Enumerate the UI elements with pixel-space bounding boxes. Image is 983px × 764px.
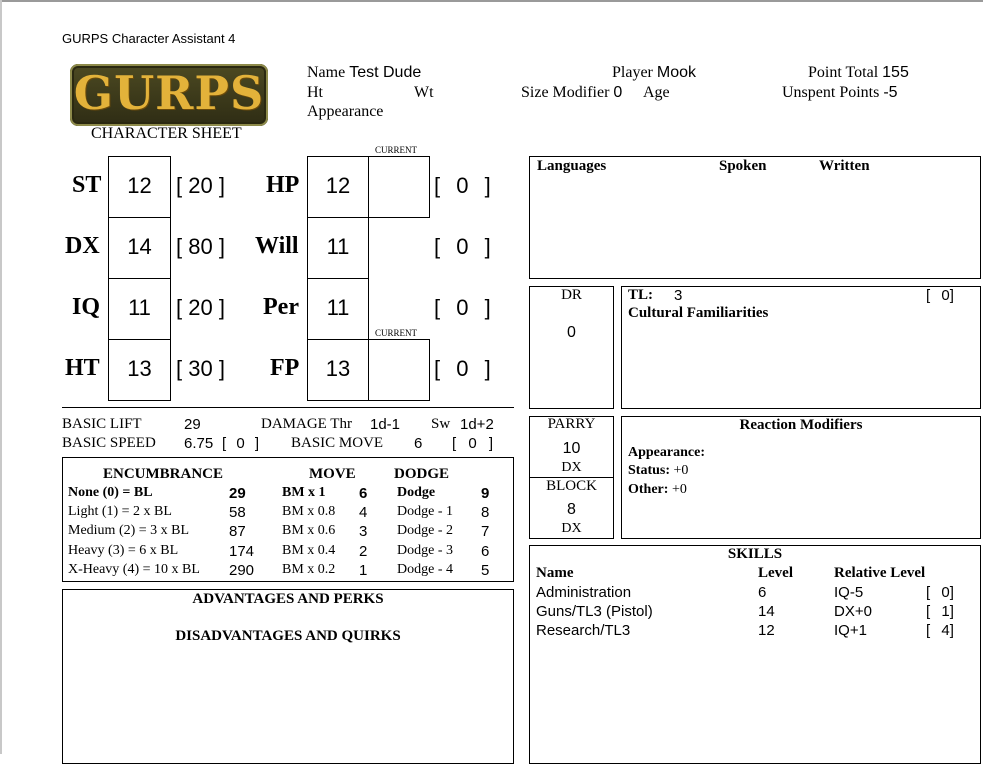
dx-label: DX [65, 233, 100, 259]
enc-row-move: 4 [359, 504, 368, 521]
skill-cost-value: 4 [941, 622, 950, 639]
encumbrance-header: ENCUMBRANCE [103, 466, 223, 482]
size-modifier-value: 0 [613, 84, 623, 101]
languages-spoken-header: Spoken [719, 158, 767, 174]
st-label: ST [72, 172, 102, 198]
tl-label: TL: [628, 287, 654, 303]
name-label: Name [307, 64, 346, 81]
enc-row-dodge: 6 [481, 543, 490, 560]
reaction-modifiers-title: Reaction Modifiers [739, 417, 863, 433]
basic-speed-cost: [ 0 ] [222, 435, 260, 452]
fp-label: FP [270, 355, 300, 381]
point-total-label: Point Total [808, 64, 879, 81]
skill-cost: [ 1] [926, 603, 954, 620]
skill-relative: IQ-5 [834, 584, 864, 601]
will-value: 11 [326, 234, 350, 259]
ht-label: Ht [307, 84, 323, 101]
skill-relative: DX+0 [834, 603, 872, 620]
skill-relative: IQ+1 [834, 622, 867, 639]
hp-value: 12 [325, 173, 351, 198]
will-label: Will [255, 233, 299, 259]
enc-row-dodge-label: Dodge - 4 [397, 562, 453, 577]
tl-value: 3 [674, 287, 683, 304]
ht-cost-value: 30 [188, 356, 213, 381]
enc-row-bm: BM x 0.6 [282, 523, 336, 538]
skill-name: Administration [536, 584, 632, 601]
iq-label: IQ [72, 294, 101, 320]
reaction-other-label: Other: [628, 482, 669, 497]
enc-row-weight: 174 [229, 543, 255, 560]
dx-cost: [ 80 ] [176, 234, 225, 259]
basic-speed-label: BASIC SPEED [62, 435, 156, 451]
enc-row-dodge: 7 [481, 523, 490, 540]
skill-cost: [ 4] [926, 622, 954, 639]
skill-cost: [ 0] [926, 584, 954, 601]
enc-row-bm: BM x 0.4 [282, 543, 336, 558]
attribute-divider [62, 407, 514, 408]
logo-subtitle: CHARACTER SHEET [91, 125, 242, 142]
enc-row-dodge: 5 [481, 562, 490, 579]
parry-value: 10 [562, 440, 581, 457]
basic-move-cost: [ 0 ] [452, 435, 494, 452]
advantages-title: ADVANTAGES AND PERKS [192, 591, 384, 607]
will-cost-value: 0 [456, 234, 469, 259]
per-cost-value: 0 [456, 295, 469, 320]
dx-value: 14 [127, 234, 152, 259]
dr-box[interactable] [529, 286, 614, 409]
enc-row-level: Heavy (3) = 6 x BL [68, 543, 179, 558]
unspent-label: Unspent Points [782, 84, 880, 101]
reaction-appearance-label: Appearance: [628, 445, 705, 460]
size-modifier-label: Size Modifier [521, 84, 610, 101]
skills-name-header: Name [536, 565, 574, 581]
hp-current-box[interactable] [368, 156, 430, 218]
reaction-other-line [628, 482, 687, 498]
enc-row-level: X-Heavy (4) = 10 x BL [68, 562, 200, 577]
gurps-logo [70, 64, 268, 126]
enc-row-dodge-label: Dodge - 2 [397, 523, 453, 538]
player-value: Mook [656, 64, 696, 81]
advantages-box[interactable] [62, 589, 514, 764]
enc-row-weight: 290 [229, 562, 255, 579]
unspent-line [782, 84, 898, 102]
hp-label: HP [266, 172, 300, 198]
basic-speed-value: 6.75 [184, 435, 214, 452]
window-left-border [0, 0, 2, 754]
skills-title: SKILLS [727, 546, 783, 562]
hp-cost-value: 0 [456, 173, 469, 198]
dr-value: 0 [567, 324, 576, 341]
enc-row-move: 6 [359, 485, 368, 502]
block-value: 8 [567, 501, 576, 518]
enc-row-dodge-label: Dodge - 1 [397, 504, 453, 519]
enc-row-dodge-label: Dodge [397, 485, 436, 500]
enc-row-level: Light (1) = 2 x BL [68, 504, 172, 519]
unspent-value: -5 [883, 84, 898, 101]
enc-row-dodge: 8 [481, 504, 490, 521]
fp-current-label: CURRENT [375, 328, 418, 338]
basic-move-value: 6 [414, 435, 423, 452]
skill-level: 14 [758, 603, 775, 620]
basic-speed-cost-value: 0 [236, 435, 245, 452]
appearance-label: Appearance [307, 103, 384, 120]
reaction-status-value: +0 [673, 463, 689, 478]
gurps-logo-text: GURPS [73, 66, 265, 120]
enc-row-level: Medium (2) = 3 x BL [68, 523, 190, 538]
fp-cost-value: 0 [456, 356, 469, 381]
damage-thr-value: 1d-1 [370, 416, 401, 433]
iq-cost: [ 20 ] [176, 295, 225, 320]
age-label: Age [643, 84, 670, 101]
damage-sw-value: 1d+2 [460, 416, 494, 433]
disadvantages-title: DISADVANTAGES AND QUIRKS [175, 628, 401, 644]
name-value: Test Dude [349, 64, 422, 81]
skill-level: 6 [758, 584, 767, 601]
languages-title: Languages [537, 158, 607, 174]
fp-cost: [ 0 ] [434, 356, 491, 381]
per-cost: [ 0 ] [434, 295, 491, 320]
enc-row-bm: BM x 0.8 [282, 504, 336, 519]
enc-row-weight: 29 [229, 485, 246, 502]
player-label: Player [612, 64, 653, 81]
skills-relative-header: Relative Level [834, 565, 926, 581]
reaction-status-line [628, 463, 688, 479]
basic-move-label: BASIC MOVE [291, 435, 384, 451]
basic-lift-label: BASIC LIFT [62, 416, 142, 432]
languages-written-header: Written [819, 158, 870, 174]
dr-label: DR [561, 287, 582, 303]
skill-cost-value: 0 [941, 584, 950, 601]
damage-thr-label: DAMAGE Thr [261, 416, 352, 432]
ht-value: 13 [127, 356, 152, 381]
enc-row-weight: 87 [229, 523, 246, 540]
damage-sw-label: Sw [431, 416, 451, 432]
move-header: MOVE [309, 466, 356, 482]
enc-row-weight: 58 [229, 504, 246, 521]
st-cost: [ 20 ] [176, 173, 225, 198]
ht-attr-label: HT [65, 355, 100, 381]
reaction-status-label: Status: [628, 463, 671, 478]
iq-value: 11 [128, 295, 151, 320]
enc-row-move: 2 [359, 543, 368, 560]
enc-row-bm: BM x 0.2 [282, 562, 336, 577]
point-total-line [808, 64, 909, 82]
cultural-familiarities-label: Cultural Familiarities [628, 305, 769, 321]
enc-row-dodge: 9 [481, 485, 490, 502]
skill-cost-value: 1 [941, 603, 950, 620]
hp-cost: [ 0 ] [434, 173, 491, 198]
per-label: Per [263, 294, 299, 320]
skill-name: Research/TL3 [536, 622, 631, 639]
st-value: 12 [127, 173, 152, 198]
parry-attr: DX [561, 460, 582, 475]
per-value: 11 [326, 295, 350, 320]
enc-row-move: 1 [359, 562, 368, 579]
will-cost: [ 0 ] [434, 234, 491, 259]
basic-lift-value: 29 [184, 416, 201, 433]
skills-level-header: Level [758, 565, 793, 581]
hp-current-label: CURRENT [375, 145, 418, 155]
enc-row-level: None (0) = BL [68, 485, 153, 500]
point-total-value: 155 [882, 64, 909, 81]
block-label: BLOCK [546, 478, 597, 494]
app-title: GURPS Character Assistant 4 [62, 31, 236, 46]
reaction-other-value: +0 [671, 482, 687, 497]
skill-level: 12 [758, 622, 775, 639]
name-line [307, 64, 421, 82]
size-modifier-line [521, 84, 622, 102]
enc-row-bm: BM x 1 [282, 485, 326, 500]
window-top-border [0, 0, 983, 2]
wt-label: Wt [414, 84, 434, 101]
skill-name: Guns/TL3 (Pistol) [536, 603, 653, 620]
fp-value: 13 [325, 356, 351, 381]
tl-cost-value: 0 [941, 287, 950, 304]
dx-cost-value: 80 [188, 234, 213, 259]
enc-row-dodge-label: Dodge - 3 [397, 543, 453, 558]
ht-cost: [ 30 ] [176, 356, 225, 381]
dodge-header: DODGE [394, 466, 450, 482]
st-cost-value: 20 [188, 173, 213, 198]
basic-move-cost-value: 0 [468, 435, 477, 452]
tl-cost: [ 0] [926, 287, 954, 304]
block-attr: DX [561, 521, 582, 536]
iq-cost-value: 20 [188, 295, 213, 320]
enc-row-move: 3 [359, 523, 368, 540]
player-line [612, 64, 696, 82]
parry-label: PARRY [547, 416, 596, 432]
fp-current-box[interactable] [368, 339, 430, 401]
